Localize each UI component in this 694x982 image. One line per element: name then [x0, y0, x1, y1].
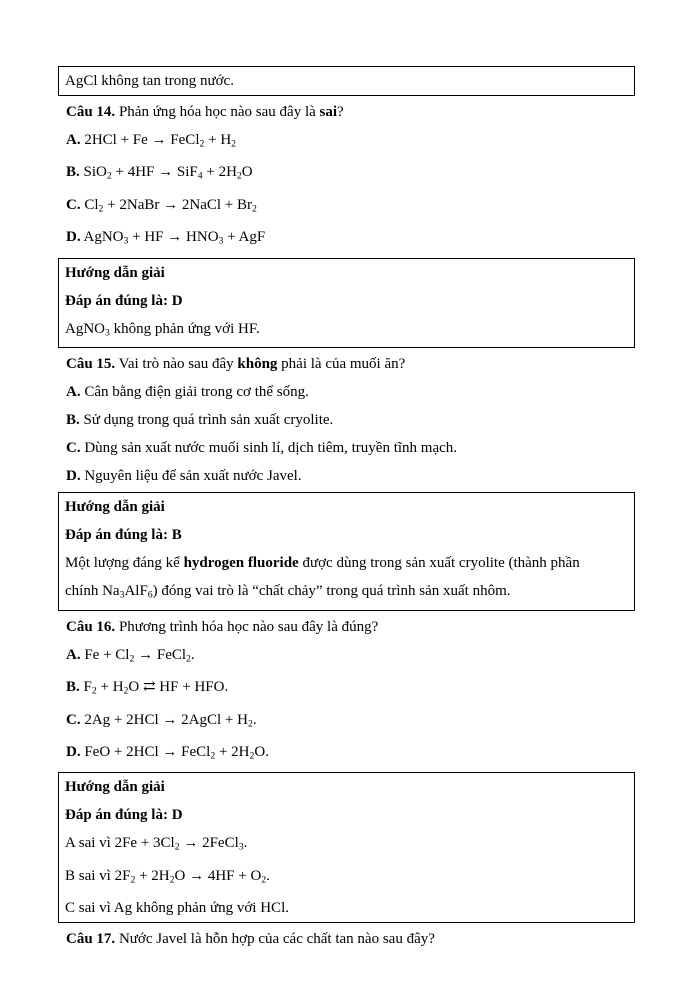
- q15-option-a-line-1: [66, 378, 635, 406]
- q15-option-a: [58, 378, 635, 406]
- text-segment: Phản ứng hóa học nào sau đây là: [115, 104, 320, 120]
- text-segment: 2: [130, 874, 136, 886]
- q15-solution-box-line-4: [65, 577, 628, 609]
- q15-solution-box-line-1: [65, 493, 628, 521]
- text-segment: 2: [199, 138, 205, 150]
- text-segment: → FeCl: [134, 646, 187, 663]
- q16-option-b: [58, 673, 635, 705]
- text-segment: B.: [66, 679, 80, 696]
- q16-question: [58, 613, 635, 641]
- text-segment: 2Ag + 2HCl → 2AgCl + H: [80, 711, 248, 728]
- text-segment: sai: [319, 104, 338, 120]
- text-segment: Một lượng đáng kể: [65, 555, 184, 572]
- text-segment: A.: [66, 646, 81, 663]
- q15-solution-box: [58, 492, 635, 610]
- text-segment: 3: [123, 235, 129, 247]
- q16-option-a: [58, 641, 635, 673]
- text-segment: C sai vì Ag không phản ứng với HCl.: [65, 900, 289, 917]
- q15-option-b: [58, 406, 635, 434]
- text-segment: 2: [98, 203, 104, 215]
- text-segment: 2: [236, 170, 242, 182]
- text-segment: được dùng trong sản xuất cryolite (thành phần: [298, 555, 580, 572]
- text-segment: C.: [66, 711, 81, 728]
- text-segment: C.: [66, 440, 81, 457]
- text-segment: Dùng sản xuất nước muối sinh lí, dịch tiêm, truyền tĩnh mạch.: [80, 440, 458, 457]
- text-segment: B sai vì 2F: [65, 867, 131, 884]
- text-segment: chính Na: [65, 583, 120, 600]
- q15-option-b-line-1: [66, 406, 635, 434]
- q14-question: [58, 98, 635, 126]
- text-segment: A.: [66, 132, 81, 148]
- text-segment: + H: [204, 132, 232, 148]
- text-segment: + 2H: [202, 164, 237, 181]
- agcl-note-box: [58, 66, 635, 96]
- text-segment: 2: [261, 874, 267, 886]
- text-segment: .: [243, 835, 248, 852]
- text-segment: Cân bằng điện giải trong cơ thể sống.: [80, 384, 309, 401]
- text-segment: 2: [231, 138, 237, 150]
- text-segment: Câu 15.: [66, 356, 116, 373]
- text-segment: 3: [218, 235, 224, 247]
- text-segment: + 2NaBr → 2NaCl + Br: [103, 196, 252, 213]
- text-segment: .: [190, 646, 195, 663]
- document-content: [58, 64, 635, 953]
- q16-option-d: [58, 738, 635, 770]
- text-segment: phải là của muối ăn?: [277, 356, 406, 373]
- q14-option-d: [58, 223, 635, 255]
- text-segment: O: [241, 164, 253, 181]
- text-segment: không: [237, 356, 278, 373]
- text-segment: → 2FeCl: [179, 835, 239, 852]
- text-segment: 2: [123, 685, 129, 697]
- q14-option-a: [58, 126, 635, 158]
- text-segment: Phương trình hóa học nào sau đây là đúng?: [115, 618, 379, 635]
- text-segment: 2: [247, 717, 253, 729]
- q15-option-c-line-1: [66, 434, 635, 462]
- text-segment: + HF → HNO: [128, 229, 219, 246]
- text-segment: D.: [66, 743, 81, 760]
- text-segment: O.: [254, 743, 269, 760]
- q17-question: [58, 925, 635, 953]
- q15-question-line-1: [66, 350, 635, 378]
- agcl-note-box-line-1: [65, 67, 628, 95]
- q14-option-c: [58, 191, 635, 223]
- text-segment: 4: [197, 170, 203, 182]
- q14-option-b-line-1: [66, 158, 635, 190]
- q16-solution-box-line-2: [65, 801, 628, 829]
- text-segment: C.: [66, 196, 81, 213]
- q16-solution-box-line-1: [65, 773, 628, 801]
- q15-option-d-line-1: [66, 462, 635, 490]
- text-segment: Cl: [80, 196, 99, 213]
- q17-question-line-1: [66, 925, 635, 953]
- q16-option-a-line-1: [66, 641, 635, 673]
- text-segment: Sử dụng trong quá trình sản xuất cryolite.: [79, 412, 334, 429]
- text-segment: A.: [66, 384, 81, 401]
- text-segment: B.: [66, 412, 80, 429]
- text-segment: D.: [66, 468, 81, 485]
- q14-solution-box: [58, 258, 635, 348]
- text-segment: + 2H: [215, 743, 250, 760]
- text-segment: + 2H: [135, 867, 170, 884]
- text-segment: Vai trò nào sau đây: [115, 356, 238, 373]
- text-segment: + H: [96, 679, 124, 696]
- q16-solution-box-line-4: [65, 862, 628, 894]
- q16-option-b-line-1: [66, 673, 635, 705]
- q14-question-line-1: [66, 98, 635, 126]
- q15-option-c: [58, 434, 635, 462]
- text-segment: D.: [66, 229, 81, 246]
- text-segment: 2HCl + Fe → FeCl: [80, 132, 200, 148]
- text-segment: 2: [210, 750, 216, 762]
- text-segment: Câu 14.: [66, 104, 116, 120]
- text-segment: Câu 17.: [66, 931, 116, 948]
- text-segment: 6: [147, 589, 153, 601]
- text-segment: SiO: [79, 164, 107, 181]
- text-segment: O → 4HF + O: [174, 867, 262, 884]
- text-segment: Fe + Cl: [80, 646, 130, 663]
- text-segment: ?: [337, 104, 344, 120]
- text-segment: F: [79, 679, 92, 696]
- text-segment: hydrogen fluoride: [183, 555, 299, 572]
- q16-option-c-line-1: [66, 706, 635, 738]
- text-segment: 2: [251, 203, 257, 215]
- text-segment: Đáp án đúng là: B: [65, 527, 182, 544]
- text-segment: Nguyên liệu để sản xuất nước Javel.: [80, 468, 302, 485]
- text-segment: không phản ứng với HF.: [109, 320, 260, 337]
- q15-solution-box-line-3: [65, 549, 628, 577]
- text-segment: 2: [186, 653, 191, 665]
- text-segment: AgNO: [65, 320, 105, 337]
- text-segment: Đáp án đúng là: D: [65, 292, 183, 309]
- text-segment: Đáp án đúng là: D: [65, 807, 183, 824]
- text-segment: 2: [249, 750, 255, 762]
- text-segment: 3: [238, 841, 244, 853]
- text-segment: 2: [129, 653, 135, 665]
- text-segment: AlF: [124, 583, 148, 600]
- text-segment: Hướng dẫn giải: [65, 779, 165, 796]
- q16-solution-box-line-3: [65, 829, 628, 861]
- q14-solution-box-line-3: [65, 315, 628, 347]
- q16-option-d-line-1: [66, 738, 635, 770]
- text-segment: B.: [66, 164, 80, 181]
- text-segment: Hướng dẫn giải: [65, 264, 165, 281]
- text-segment: Câu 16.: [66, 618, 116, 635]
- text-segment: FeO + 2HCl → FeCl: [80, 743, 211, 760]
- text-segment: 3: [105, 327, 110, 339]
- text-segment: + 4HF → SiF: [111, 164, 198, 181]
- q15-question: [58, 350, 635, 378]
- text-segment: Nước Javel là hỗn hợp của các chất tan nào sau đây?: [115, 931, 435, 948]
- text-segment: 2: [169, 874, 175, 886]
- text-segment: 3: [119, 589, 125, 601]
- q16-option-c: [58, 706, 635, 738]
- text-segment: + AgF: [223, 229, 266, 246]
- text-segment: AgNO: [80, 229, 124, 246]
- q15-option-d: [58, 462, 635, 490]
- text-segment: O ⇄ HF + HFO.: [128, 679, 229, 696]
- q15-solution-box-line-2: [65, 521, 628, 549]
- q16-solution-box-line-5: [65, 894, 628, 922]
- q14-solution-box-line-2: [65, 287, 628, 315]
- q14-solution-box-line-1: [65, 259, 628, 287]
- q14-option-a-line-1: [66, 126, 635, 158]
- text-segment: 2: [106, 170, 112, 182]
- q16-solution-box: [58, 772, 635, 923]
- q14-option-b: [58, 158, 635, 190]
- text-segment: .: [266, 867, 270, 884]
- text-segment: Hướng dẫn giải: [65, 499, 165, 516]
- q14-option-c-line-1: [66, 191, 635, 223]
- text-segment: 2: [91, 685, 97, 697]
- q16-question-line-1: [66, 613, 635, 641]
- text-segment: A sai vì 2Fe + 3Cl: [65, 835, 175, 852]
- text-segment: .: [252, 711, 257, 728]
- q14-option-d-line-1: [66, 223, 635, 255]
- text-segment: ) đóng vai trò là “chất chảy” trong quá trình sản xuất nhôm.: [152, 583, 511, 600]
- text-segment: AgCl không tan trong nước.: [65, 73, 234, 89]
- text-segment: 2: [174, 841, 180, 853]
